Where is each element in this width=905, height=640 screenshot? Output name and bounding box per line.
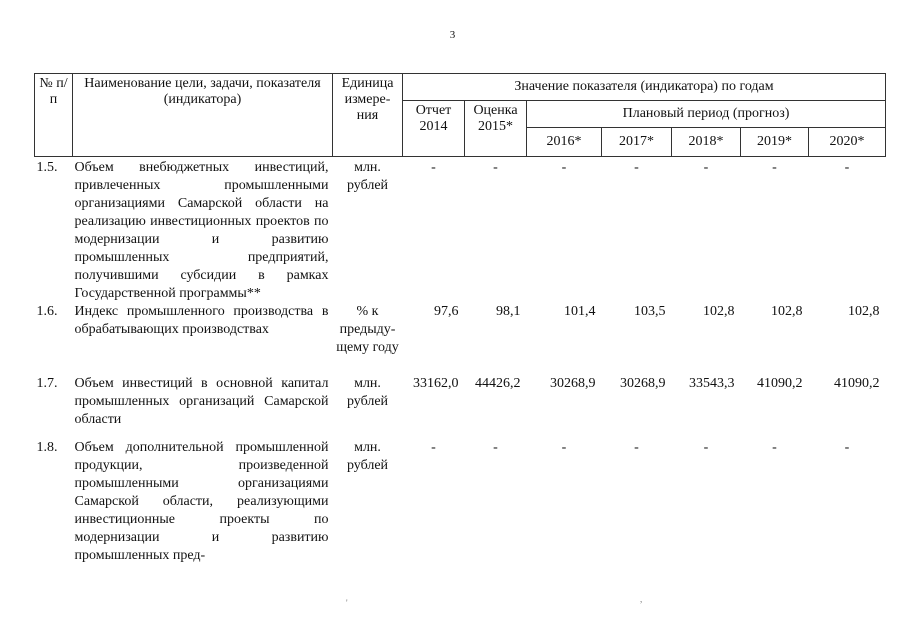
value-cell: - — [703, 440, 709, 455]
unit-cell: млн. рублей — [346, 376, 389, 409]
table-row — [35, 439, 886, 565]
header-num: № п/п — [35, 74, 73, 157]
header-year: 2016* — [527, 128, 602, 157]
value-cell: 101,4 — [564, 304, 596, 319]
indicator-name: Объем дополнительной промышленной продукции, произведенной промышленными организациями Самарской области, реализующими инвестиционные проекты по модернизации и развитию промышленных пред- — [74, 440, 329, 563]
header-unit: Единица измере-ния — [333, 74, 403, 157]
value-cell: - — [493, 440, 498, 455]
value-cell: 102,8 — [771, 304, 803, 319]
value-cell: 97,6 — [434, 304, 459, 319]
indicator-name: Объем внебюджетных инвестиций, привлеченных промышленными организациями Самарской области на реализацию инвестиционных проектов по модернизации и развитию промышленных предприятий, получившими субсидии в рамках Государственной программы** — [74, 160, 329, 301]
header-year: 2017* — [602, 128, 672, 157]
header-year: 2019* — [741, 128, 809, 157]
value-cell: - — [431, 160, 436, 175]
value-cell: - — [431, 440, 436, 455]
unit-cell: млн. рублей — [346, 440, 389, 473]
header-estimate: Оценка 2015* — [465, 101, 527, 157]
value-cell: - — [634, 440, 639, 455]
header-values: Значение показателя (индикатора) по годам — [403, 74, 886, 101]
unit-cell: млн. рублей — [346, 160, 389, 193]
header-plan: Плановый период (прогноз) — [527, 101, 886, 128]
row-number: 1.5. — [36, 160, 58, 175]
value-cell: - — [844, 440, 850, 455]
row-number: 1.7. — [36, 376, 58, 391]
value-cell: 102,8 — [703, 304, 735, 319]
header-report: Отчет 2014 — [403, 101, 465, 157]
table-row — [35, 157, 886, 304]
header-year: 2018* — [672, 128, 741, 157]
table-row — [35, 303, 886, 375]
value-cell: - — [561, 440, 567, 455]
row-number: 1.8. — [36, 440, 58, 455]
value-cell: 33162,0 — [413, 376, 459, 391]
value-cell: - — [772, 440, 777, 455]
value-cell: - — [703, 160, 709, 175]
page-number: 3 — [449, 29, 456, 41]
indicator-table — [34, 73, 886, 565]
header-name: Наименование цели, задачи, показателя (индикатора) — [73, 74, 333, 157]
value-cell: 33543,3 — [689, 376, 735, 391]
indicator-name: Индекс промышленного производства в обрабатывающих производствах — [74, 304, 329, 337]
value-cell: 30268,9 — [550, 376, 596, 391]
unit-cell: % к предыду-щему году — [336, 304, 399, 355]
value-cell: - — [634, 160, 639, 175]
value-cell: - — [772, 160, 777, 175]
scan-speck: ' — [346, 598, 348, 608]
value-cell: 44426,2 — [475, 376, 521, 391]
value-cell: 41090,2 — [834, 376, 880, 391]
value-cell: 103,5 — [634, 304, 666, 319]
scan-speck: , — [640, 594, 643, 604]
value-cell: - — [844, 160, 850, 175]
value-cell: 41090,2 — [757, 376, 803, 391]
table-row — [35, 375, 886, 439]
row-number: 1.6. — [36, 304, 58, 319]
value-cell: 30268,9 — [620, 376, 666, 391]
indicator-name: Объем инвестиций в основной капитал промышленных организаций Самарской области — [74, 376, 329, 427]
value-cell: 102,8 — [848, 304, 880, 319]
value-cell: - — [493, 160, 498, 175]
value-cell: 98,1 — [496, 304, 521, 319]
header-year: 2020* — [809, 128, 886, 157]
value-cell: - — [561, 160, 567, 175]
